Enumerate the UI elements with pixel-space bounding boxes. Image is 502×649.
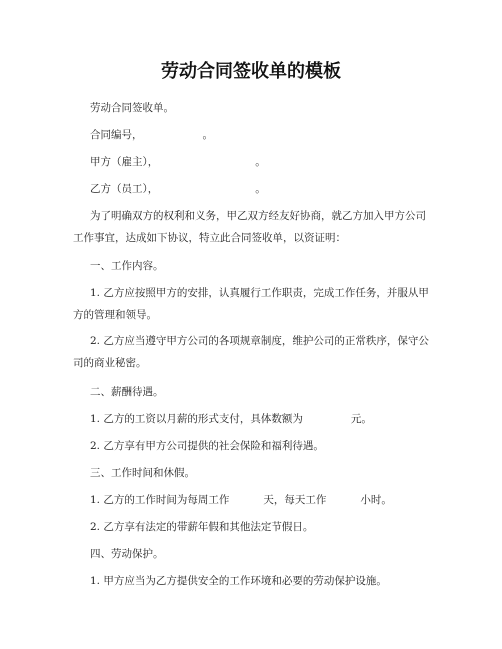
document-title: 劳动合同签收单的模板 xyxy=(161,61,341,82)
contract-number-line xyxy=(90,128,213,142)
contract-number-label: 合同编号， xyxy=(90,129,143,141)
party-a-line xyxy=(90,155,266,169)
work-time-text-end: 小时。 xyxy=(360,494,392,506)
header-line: 劳动合同签收单。 xyxy=(90,102,174,114)
section-2-item-2: 2. 乙方享有甲方公司提供的社会保险和福利待遇。 xyxy=(90,440,324,452)
section-1-item-2: 2. 乙方应当遵守甲方公司的各项规章制度，维护公司的正常秩序，保守公司的商业秘密。 xyxy=(73,335,429,369)
party-b-end: 。 xyxy=(255,183,266,195)
section-1-heading: 一、工作内容。 xyxy=(90,260,164,272)
section-3-item-2: 2. 乙方享有法定的带薪年假和其他法定节假日。 xyxy=(90,521,314,533)
salary-text-start: 1. 乙方的工资以月薪的形式支付，具体数额为 xyxy=(90,413,303,425)
contract-number-end: 。 xyxy=(202,129,213,141)
section-4-heading: 四、劳动保护。 xyxy=(90,548,164,560)
salary-text-end: 元。 xyxy=(350,413,372,425)
section-3-item-1 xyxy=(90,493,392,507)
section-2-heading: 二、薪酬待遇。 xyxy=(90,386,164,398)
intro-paragraph: 为了明确双方的权利和义务，甲乙双方经友好协商，就乙方加入甲方公司工作事宜，达成如下协议，特立此合同签收单，以资证明： xyxy=(73,210,426,244)
section-4-item-1: 1. 甲方应当为乙方提供安全的工作环境和必要的劳动保护设施。 xyxy=(90,575,387,587)
section-2-item-1 xyxy=(90,412,372,426)
section-3-heading: 三、工作时间和休假。 xyxy=(90,467,195,479)
party-a-end: 。 xyxy=(255,156,266,168)
party-b-label: 乙方（员工）， xyxy=(90,183,159,195)
party-b-line xyxy=(90,182,266,196)
work-time-text-start: 1. 乙方的工作时间为每周工作 xyxy=(90,494,230,506)
section-1-item-1: 1. 乙方应按照甲方的安排，认真履行工作职责，完成工作任务，并服从甲方的管理和领导。 xyxy=(73,287,429,321)
party-a-label: 甲方（雇主）， xyxy=(90,156,159,168)
work-time-text-mid: 天，每天工作 xyxy=(263,494,327,506)
